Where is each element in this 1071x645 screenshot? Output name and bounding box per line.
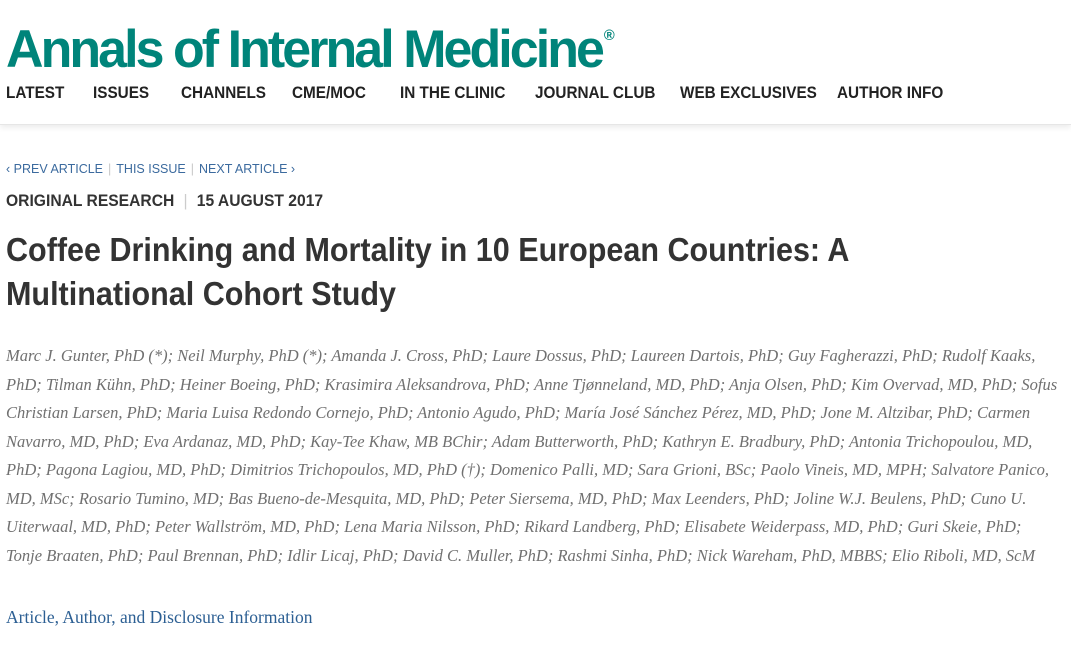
nav-channels[interactable]: CHANNELS	[181, 83, 267, 102]
registered-mark: ®	[603, 27, 615, 44]
this-issue-link[interactable]: THIS ISSUE	[116, 162, 186, 176]
site-header	[0, 0, 1071, 125]
article-navigation	[6, 160, 295, 178]
nav-journal-club[interactable]: JOURNAL CLUB	[535, 83, 656, 102]
article-nav-separator: |	[190, 162, 194, 176]
publication-date: 15 AUGUST 2017	[196, 191, 324, 210]
author-list: Marc J. Gunter, PhD (*); Neil Murphy, PhD (*); Amanda J. Cross, PhD; Laure Dossus, PhD; Laureen Dartois, PhD; Guy Fagherazzi, PhD; Rudolf Kaaks, PhD; Tilman Kühn, PhD; Heiner Boeing, PhD; Krasimira Aleksandrova, PhD; Anne Tjønneland, MD, PhD; Anja Olsen, PhD; Kim Overvad, MD, PhD; Sofus Christian Larsen, PhD; Maria Luisa Redondo Cornejo, PhD; Antonio Agudo, PhD; María José Sánchez Pérez, MD, PhD; Jone M. Altzibar, PhD; Carmen Navarro, MD, PhD; Eva Ardanaz, MD, PhD; Kay-Tee Khaw, MB BChir; Adam Butterworth, PhD; Kathryn E. Bradbury, PhD; Antonia Trichopoulou, MD, PhD; Pagona Lagiou, MD, PhD; Dimitrios Trichopoulos, MD, PhD (†); Domenico Palli, MD; Sara Grioni, BSc; Paolo Vineis, MD, MPH; Salvatore Panico, MD, MSc; Rosario Tumino, MD; Bas Bueno-de-Mesquita, MD, PhD; Peter Siersema, MD, PhD; Max Leenders, PhD; Joline W.J. Beulens, PhD; Cuno U. Uiterwaal, MD, PhD; Peter Wallström, MD, PhD; Lena Maria Nilsson, PhD; Rikard Landberg, PhD; Elisabete Weiderpass, MD, PhD; Guri Skeie, PhD; Tonje Braaten, PhD; Paul Brennan, PhD; Idlir Licaj, PhD; David C. Muller, PhD; Rashmi Sinha, PhD; Nick Wareham, PhD, MBBS; Elio Riboli, MD, ScM	[6, 346, 1058, 565]
article-meta	[6, 189, 323, 213]
journal-logo-text: Annals of Internal Medicine	[6, 20, 602, 79]
article-type: ORIGINAL RESEARCH	[6, 191, 175, 210]
main-nav	[0, 80, 1071, 108]
next-article-link[interactable]: NEXT ARTICLE ›	[199, 162, 296, 176]
article-title: Coffee Drinking and Mortality in 10 European Countries: A Multinational Cohort Study	[6, 231, 849, 312]
disclosure-info-link[interactable]: Article, Author, and Disclosure Information	[6, 607, 313, 627]
nav-issues[interactable]: ISSUES	[93, 83, 150, 102]
nav-in-the-clinic[interactable]: IN THE CLINIC	[400, 83, 506, 102]
nav-web-exclusives[interactable]: WEB EXCLUSIVES	[680, 83, 817, 102]
journal-logo[interactable]	[6, 4, 615, 82]
article-nav-separator: |	[108, 162, 112, 176]
nav-cme-moc[interactable]: CME/MOC	[292, 83, 366, 102]
nav-author-info[interactable]: AUTHOR INFO	[837, 83, 944, 102]
prev-article-link[interactable]: ‹ PREV ARTICLE	[6, 162, 104, 176]
meta-separator: |	[183, 191, 188, 210]
nav-latest[interactable]: LATEST	[6, 83, 65, 102]
